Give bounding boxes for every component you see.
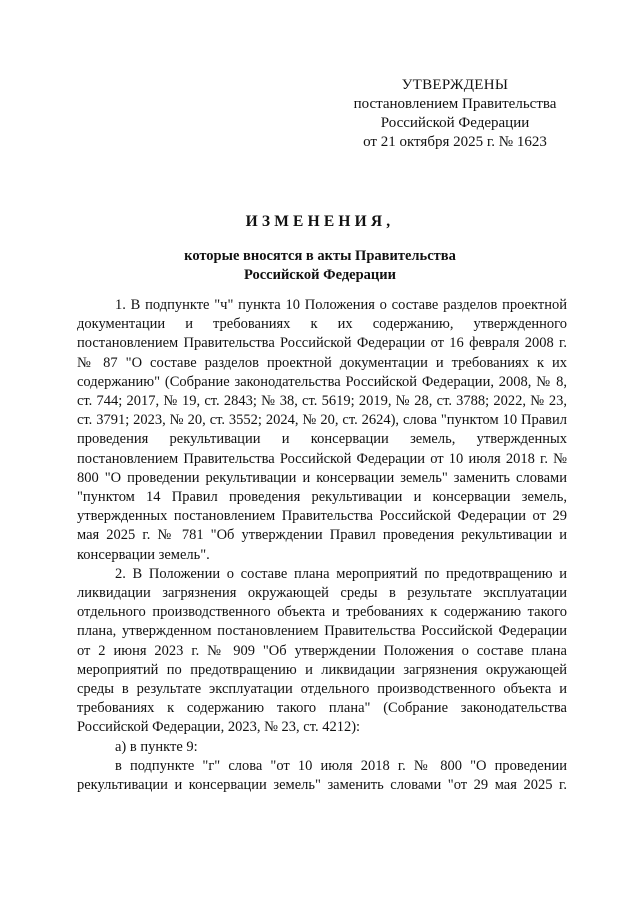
document-subtitle (60, 247, 580, 285)
approval-line-1: постановлением Правительства (353, 96, 557, 112)
subtitle-line-2: Российской Федерации (243, 267, 396, 283)
document-title: ИЗМЕНЕНИЯ, (245, 213, 395, 230)
approval-stamp (300, 76, 610, 152)
paragraph-2: 2. В Положении о составе плана мероприятий по предотвращению и ликвидации загрязнения окружающей среды в результате эксплуатации отдельного производственного объекта и требованиях к содержанию такого плана, утвержденном постановлением Правительства Российской Федерации от 2 июня 2023 г. № 909 "Об утверждении Положения о составе плана мероприятий по предотвращению и ликвидации загрязнения окружающей среды в результате эксплуатации отдельного производственного объекта и требованиях к содержанию такого плана" (Собрание законодательства Российской Федерации, 2023, № 23, ст. 4212): (77, 565, 567, 736)
approval-line-3: от 21 октября 2025 г. № 1623 (363, 134, 547, 150)
approval-line-2: Российской Федерации (380, 115, 530, 131)
subtitle-line-1: которые вносятся в акты Правительства (184, 248, 456, 264)
paragraph-3: а) в пункте 9: (115, 738, 198, 755)
paragraph-1: 1. В подпункте "ч" пункта 10 Положения о составе разделов проектной документации и требованиях к их содержанию, утвержденного постановлением Правительства Российской Федерации от 16 февраля 2008 г. № 87 "О составе разделов проектной документации и требованиях к их содержанию" (Собрание законодательства Российской Федерации, 2008, № 8, ст. 744; 2017, № 19, ст. 2843; № 38, ст. 5619; 2019, № 28, ст. 3788; 2022, № 23, ст. 3791; 2023, № 20, ст. 3552; 2024, № 20, ст. 2624), слова "пунктом 10 Правил проведения рекультивации и консервации земель, утвержденных постановлением Правительства Российской Федерации от 10 июля 2018 г. № 800 "О проведении рекультивации и консервации земель" заменить словами "пунктом 14 Правил проведения рекультивации и консервации земель, утвержденных постановлением Правительства Российской Федерации от 29 мая 2025 г. № 781 "Об утверждении Правил проведения рекультивации и консервации земель". (77, 297, 567, 563)
document-body (77, 296, 567, 795)
approval-heading: УТВЕРЖДЕНЫ (401, 77, 509, 93)
paragraph-4: в подпункте "г" слова "от 10 июля 2018 г. № 800 "О проведении рекультивации и консервации земель" заменить словами "от 29 мая 2025 г. (77, 757, 567, 794)
